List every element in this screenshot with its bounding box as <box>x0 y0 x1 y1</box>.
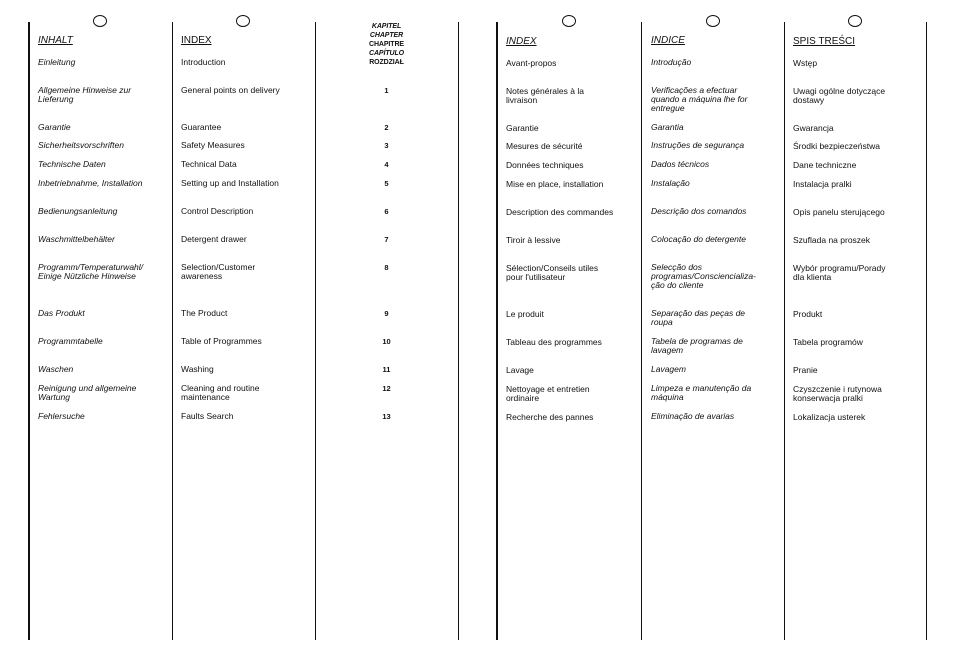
toc-entry-german: Waschmittelbehälter <box>38 234 115 244</box>
heading-polish: SPIS TREŚCI <box>793 36 856 47</box>
heading-german: INHALT <box>38 35 73 46</box>
chapter-heading-line: CAPÍTULO <box>369 50 404 57</box>
toc-entry-german: Fehlersuche <box>38 411 85 421</box>
toc-entry-german: Programm/Temperaturwahl/ Einige Nützliche Hinweise <box>38 262 144 281</box>
toc-entry-polish: Środki bezpieczeństwa <box>793 141 880 151</box>
toc-entry-portuguese: Instalação <box>651 178 690 188</box>
chapter-number: 4 <box>384 160 389 169</box>
toc-entry-english: Detergent drawer <box>181 234 247 244</box>
toc-entry-polish: Opis panelu sterującego <box>793 207 885 217</box>
toc-entry-polish: Czyszczenie i rutynowa konserwacja pralki <box>793 384 882 403</box>
heading-english: INDEX <box>181 35 212 46</box>
toc-entry-french: Description des commandes <box>506 207 614 217</box>
toc-entry-polish: Wybór programu/Porady dla klienta <box>793 263 886 282</box>
toc-entry-german: Sicherheitsvorschriften <box>38 140 124 150</box>
toc-entry-polish: Instalacja pralki <box>793 179 852 189</box>
toc-entry-english: Technical Data <box>181 159 237 169</box>
chapter-number: 1 <box>384 86 389 95</box>
toc-entry-portuguese: Separação das peças de roupa <box>651 308 746 327</box>
chapter-number: 13 <box>382 412 391 421</box>
toc-entry-polish: Produkt <box>793 309 823 319</box>
toc-entry-german: Allgemeine Hinweise zur Lieferung <box>38 85 132 104</box>
toc-entry-polish: Dane techniczne <box>793 160 857 170</box>
toc-entry-french: Le produit <box>506 309 544 319</box>
toc-entry-french: Tiroir à lessive <box>506 235 561 245</box>
toc-entry-french: Nettoyage et entretien ordinaire <box>506 384 590 403</box>
column-divider <box>926 22 927 640</box>
toc-entry-portuguese: Tabela de programas de lavagem <box>651 336 743 355</box>
toc-entry-french: Recherche des pannes <box>506 412 594 422</box>
chapter-number: 7 <box>384 235 389 244</box>
toc-entry-polish: Gwarancja <box>793 123 834 133</box>
toc-column-german <box>38 0 170 668</box>
toc-entry-portuguese: Garantia <box>651 122 684 132</box>
toc-entry-french: Garantie <box>506 123 539 133</box>
toc-entry-portuguese: Descrição dos comandos <box>651 206 747 216</box>
toc-entry-english: Faults Search <box>181 411 234 421</box>
toc-entry-german: Inbetriebnahme, Installation <box>38 178 143 188</box>
toc-column-portuguese <box>651 0 783 668</box>
toc-entry-polish: Lokalizacja usterek <box>793 412 866 422</box>
column-divider <box>172 22 173 640</box>
toc-entry-french: Notes générales à la livraison <box>506 86 584 105</box>
toc-entry-german: Einleitung <box>38 57 76 67</box>
chapter-number: 2 <box>384 123 389 132</box>
toc-entry-french: Données techniques <box>506 160 584 170</box>
toc-entry-portuguese: Limpeza e manutenção da máquina <box>651 383 752 402</box>
toc-entry-german: Programmtabelle <box>38 336 103 346</box>
toc-entry-english: Guarantee <box>181 122 222 132</box>
chapter-number: 5 <box>384 179 389 188</box>
toc-entry-french: Lavage <box>506 365 534 375</box>
toc-entry-portuguese: Lavagem <box>651 364 686 374</box>
column-divider <box>458 22 459 640</box>
toc-entry-portuguese: Eliminação de avarias <box>651 411 735 421</box>
toc-entry-german: Waschen <box>38 364 74 374</box>
toc-entry-german: Bedienungsanleitung <box>38 206 118 216</box>
toc-entry-english: Introduction <box>181 57 226 67</box>
heading-french: INDEX <box>506 36 537 47</box>
chapter-heading-line: KAPITEL <box>371 23 402 30</box>
toc-column-polish <box>793 1 925 669</box>
toc-entry-portuguese: Instruções de segurança <box>651 140 745 150</box>
toc-entry-french: Mesures de sécurité <box>506 141 583 151</box>
toc-entry-german: Das Produkt <box>38 308 85 318</box>
chapter-number: 11 <box>382 365 391 374</box>
toc-entry-portuguese: Colocação do detergente <box>651 234 746 244</box>
toc-column-french <box>506 1 639 669</box>
toc-entry-polish: Uwagi ogólne dotyczące dostawy <box>793 86 886 105</box>
toc-entry-english: Cleaning and routine maintenance <box>181 383 260 402</box>
toc-entry-portuguese: Selecção dos programas/Consciencializa- ção do cliente <box>651 262 756 290</box>
column-divider <box>496 22 498 640</box>
chapter-number: 10 <box>382 337 391 346</box>
toc-entry-polish: Tabela programów <box>793 337 863 347</box>
chapter-number: 9 <box>384 309 389 318</box>
chapter-heading-line: ROZDZIAŁ <box>369 59 404 66</box>
toc-entry-french: Tableau des programmes <box>506 337 602 347</box>
chapter-number: 3 <box>384 141 389 150</box>
toc-entry-polish: Szuflada na proszek <box>793 235 871 245</box>
toc-entry-english: General points on delivery <box>181 85 280 95</box>
chapter-number: 12 <box>382 384 391 393</box>
toc-entry-portuguese: Dados técnicos <box>651 159 710 169</box>
toc-entry-english: Safety Measures <box>181 140 245 150</box>
column-divider <box>641 22 642 640</box>
heading-portuguese: INDICE <box>651 35 685 46</box>
toc-entry-french: Mise en place, installation <box>506 179 604 189</box>
toc-entry-german: Technische Daten <box>38 159 106 169</box>
toc-entry-french: Sélection/Conseils utiles pour l'utilisateur <box>506 263 599 282</box>
toc-entry-french: Avant-propos <box>506 58 557 68</box>
toc-column-english <box>181 0 313 668</box>
toc-entry-english: Setting up and Installation <box>181 178 279 188</box>
toc-entry-english: Control Description <box>181 206 254 216</box>
toc-entry-english: Selection/Customer awareness <box>181 262 256 281</box>
toc-entry-english: Washing <box>181 364 214 374</box>
toc-entry-polish: Wstęp <box>793 58 818 68</box>
toc-entry-english: Table of Programmes <box>181 336 262 346</box>
column-divider <box>784 22 785 640</box>
chapter-number: 6 <box>384 207 389 216</box>
column-divider <box>28 22 30 640</box>
toc-entry-polish: Pranie <box>793 365 818 375</box>
toc-entry-english: The Product <box>181 308 228 318</box>
toc-entry-german: Garantie <box>38 122 71 132</box>
chapter-number: 8 <box>384 263 389 272</box>
toc-entry-german: Reinigung und allgemeine Wartung <box>38 383 137 402</box>
chapter-column <box>315 0 458 668</box>
toc-entry-portuguese: Verificações a efectuar quando a máquina lhe for entregue <box>651 85 748 113</box>
chapter-heading-line: CHAPTER <box>369 32 404 39</box>
toc-entry-portuguese: Introdução <box>651 57 692 67</box>
chapter-heading-line: CHAPITRE <box>369 41 404 48</box>
